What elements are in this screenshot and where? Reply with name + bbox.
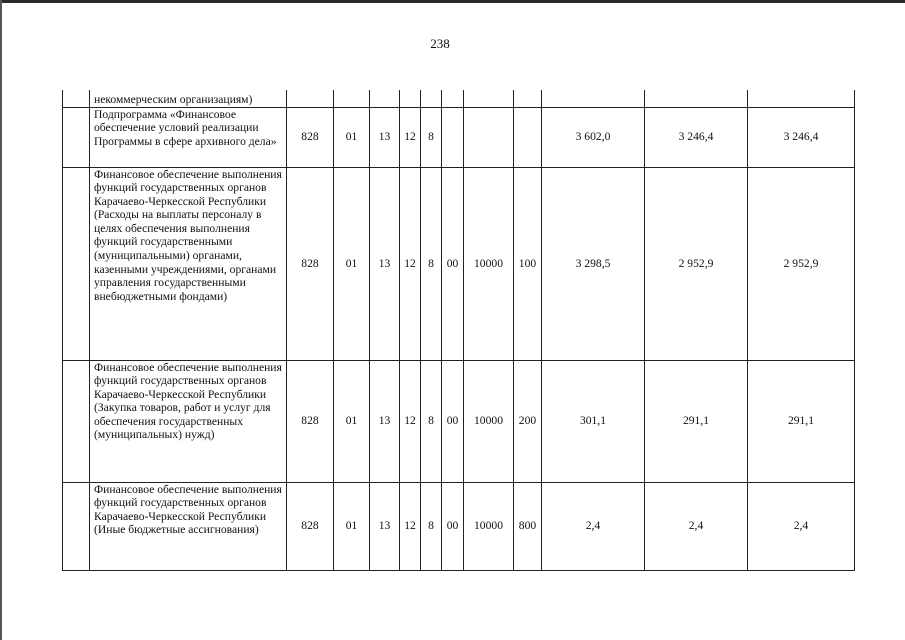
subprogram-cell (421, 90, 442, 107)
table-row (63, 107, 855, 167)
year3-amount-cell: 3 246,4 (748, 107, 855, 167)
year3-amount-cell: 291,1 (748, 360, 855, 482)
ministry-cell (287, 90, 334, 107)
number-cell (63, 90, 90, 107)
table-row (63, 167, 855, 360)
direction-cell (464, 90, 514, 107)
expense-type-cell: 100 (514, 167, 542, 360)
year3-amount-cell (748, 90, 855, 107)
description-cell: Финансовое обеспечение выполнения функций государственных органов Карачаево-Черкесской Республики (Расходы на выплаты персоналу в целях обеспечения выполнения функций государственными (муниципальными) органами, казенными учреждениями, органами управления государственными внебюджетными фондами) (90, 167, 287, 360)
program-cell: 12 (400, 107, 421, 167)
ministry-cell: 828 (287, 482, 334, 570)
number-cell (63, 360, 90, 482)
year2-amount-cell (645, 90, 748, 107)
year1-amount-cell: 3 602,0 (542, 107, 645, 167)
direction-cell: 10000 (464, 167, 514, 360)
subprogram-cell: 8 (421, 167, 442, 360)
section-cell: 01 (334, 360, 370, 482)
activity-cell (442, 107, 464, 167)
budget-table (62, 90, 855, 571)
year3-amount-cell: 2,4 (748, 482, 855, 570)
scan-edge-left (0, 0, 2, 640)
subprogram-cell: 8 (421, 482, 442, 570)
subsection-cell: 13 (370, 360, 400, 482)
year2-amount-cell: 2 952,9 (645, 167, 748, 360)
year2-amount-cell: 291,1 (645, 360, 748, 482)
activity-cell (442, 90, 464, 107)
section-cell: 01 (334, 107, 370, 167)
subprogram-cell: 8 (421, 360, 442, 482)
activity-cell: 00 (442, 360, 464, 482)
program-cell (400, 90, 421, 107)
expense-type-cell: 800 (514, 482, 542, 570)
year1-amount-cell: 2,4 (542, 482, 645, 570)
subsection-cell (370, 90, 400, 107)
expense-type-cell (514, 107, 542, 167)
section-cell: 01 (334, 167, 370, 360)
section-cell (334, 90, 370, 107)
subprogram-cell: 8 (421, 107, 442, 167)
activity-cell: 00 (442, 482, 464, 570)
subsection-cell: 13 (370, 167, 400, 360)
number-cell (63, 482, 90, 570)
subsection-cell: 13 (370, 107, 400, 167)
table-row (63, 360, 855, 482)
year1-amount-cell (542, 90, 645, 107)
description-cell: Подпрограмма «Финансовое обеспечение условий реализации Программы в сфере архивного дела» (90, 107, 287, 167)
section-cell: 01 (334, 482, 370, 570)
year2-amount-cell: 2,4 (645, 482, 748, 570)
program-cell: 12 (400, 482, 421, 570)
table-row (63, 482, 855, 570)
year2-amount-cell: 3 246,4 (645, 107, 748, 167)
scan-edge-top (0, 0, 905, 3)
number-cell (63, 107, 90, 167)
subsection-cell: 13 (370, 482, 400, 570)
activity-cell: 00 (442, 167, 464, 360)
year3-amount-cell: 2 952,9 (748, 167, 855, 360)
expense-type-cell (514, 90, 542, 107)
table-row (63, 90, 855, 107)
direction-cell: 10000 (464, 360, 514, 482)
ministry-cell: 828 (287, 167, 334, 360)
ministry-cell: 828 (287, 107, 334, 167)
page-number: 238 (430, 36, 450, 51)
year1-amount-cell: 301,1 (542, 360, 645, 482)
description-cell: Финансовое обеспечение выполнения функций государственных органов Карачаево-Черкесской Республики (Закупка товаров, работ и услуг для обеспечения государственных (муниципальных) нужд) (90, 360, 287, 482)
program-cell: 12 (400, 167, 421, 360)
year1-amount-cell: 3 298,5 (542, 167, 645, 360)
description-cell: Финансовое обеспечение выполнения функций государственных органов Карачаево-Черкесской Республики (Иные бюджетные ассигнования) (90, 482, 287, 570)
direction-cell: 10000 (464, 482, 514, 570)
number-cell (63, 167, 90, 360)
program-cell: 12 (400, 360, 421, 482)
direction-cell (464, 107, 514, 167)
ministry-cell: 828 (287, 360, 334, 482)
expense-type-cell: 200 (514, 360, 542, 482)
description-cell: некоммерческим организациям) (90, 90, 287, 107)
